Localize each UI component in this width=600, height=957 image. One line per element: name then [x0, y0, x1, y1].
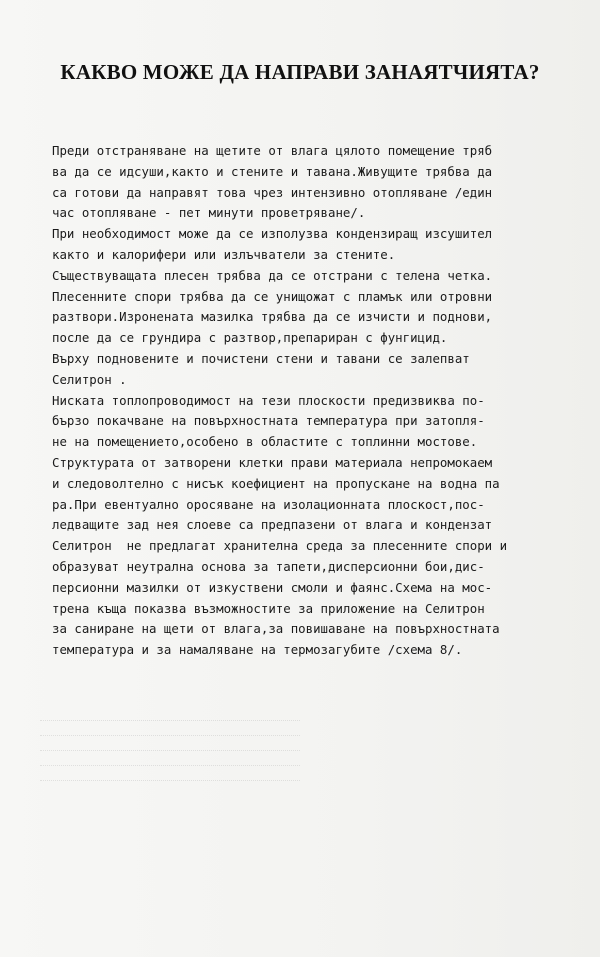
show-through-line	[40, 765, 300, 776]
text-line: Селитрон не предлагат хранителна среда за плесенните спори и	[52, 538, 508, 554]
text-line: Селитрон .	[52, 371, 127, 387]
show-through-line	[40, 780, 300, 791]
text-line: Структурата от затворени клетки прави материала непромокаем	[52, 454, 493, 470]
document-title: КАКВО МОЖЕ ДА НАПРАВИ ЗАНАЯТЧИЯТА?	[60, 60, 540, 84]
text-line: Върху подновените и почистени стени и тавани се залепват	[52, 350, 470, 366]
text-line: не на помещението,особено в областите с топлинни мостове.	[52, 434, 478, 450]
show-through-traces	[40, 720, 300, 795]
show-through-line	[40, 720, 300, 731]
text-line: образуват неутрална основа за тапети,дисперсионни бои,дис-	[52, 558, 485, 574]
text-line: час отопляване - пет минути проветряване/.	[52, 205, 366, 221]
text-line: Ниската топлопроводимост на тези плоскости предизвиква по-	[52, 392, 485, 408]
text-line: и следоволтелно с нисък коефициент на пропускане на водна па	[52, 475, 500, 491]
text-line: както и калорифери или излъчватели за стените.	[52, 246, 396, 262]
text-line: Преди отстраняване на щетите от влага цялото помещение тряб	[52, 143, 493, 158]
text-line: после да се грундира с разтвор,препариран с фунгицид.	[52, 330, 448, 346]
text-line: бързо покачване на повърхностната температура при затопля-	[52, 413, 485, 429]
text-line: ра.При евентуално оросяване на изолационната плоскост,пос-	[52, 496, 485, 512]
text-line: температура и за намаляване на термозагубите /схема 8/.	[52, 642, 463, 658]
text-line: ледващите зад нея слоеве са предпазени от влага и кондензат	[52, 517, 493, 533]
text-line: трена къща показва възможностите за приложение на Селитрон	[52, 600, 485, 616]
text-line: Съществуващата плесен трябва да се отстрани с телена четка.	[52, 267, 493, 283]
text-line: персионни мазилки от изкуствени смоли и фаянс.Схема на мос-	[52, 579, 493, 595]
show-through-line	[40, 735, 300, 746]
body-paragraph	[52, 141, 572, 661]
text-line: ва да се идсуши,както и стените и тавана.Живущите трябва да	[52, 163, 493, 179]
text-line: са готови да направят това чрез интензивно отопляване /един	[52, 184, 493, 200]
text-line: Плесенните спори трябва да се унищожат с пламък или отровни	[52, 288, 493, 304]
text-line: за саниране на щети от влага,за повишаване на повърхностната	[52, 621, 500, 637]
text-line: разтвори.Изронената мазилка трябва да се изчисти и поднови,	[52, 309, 493, 325]
show-through-line	[40, 750, 300, 761]
text-line: При необходимост може да се изполузва кондензиращ изсушител	[52, 226, 493, 242]
